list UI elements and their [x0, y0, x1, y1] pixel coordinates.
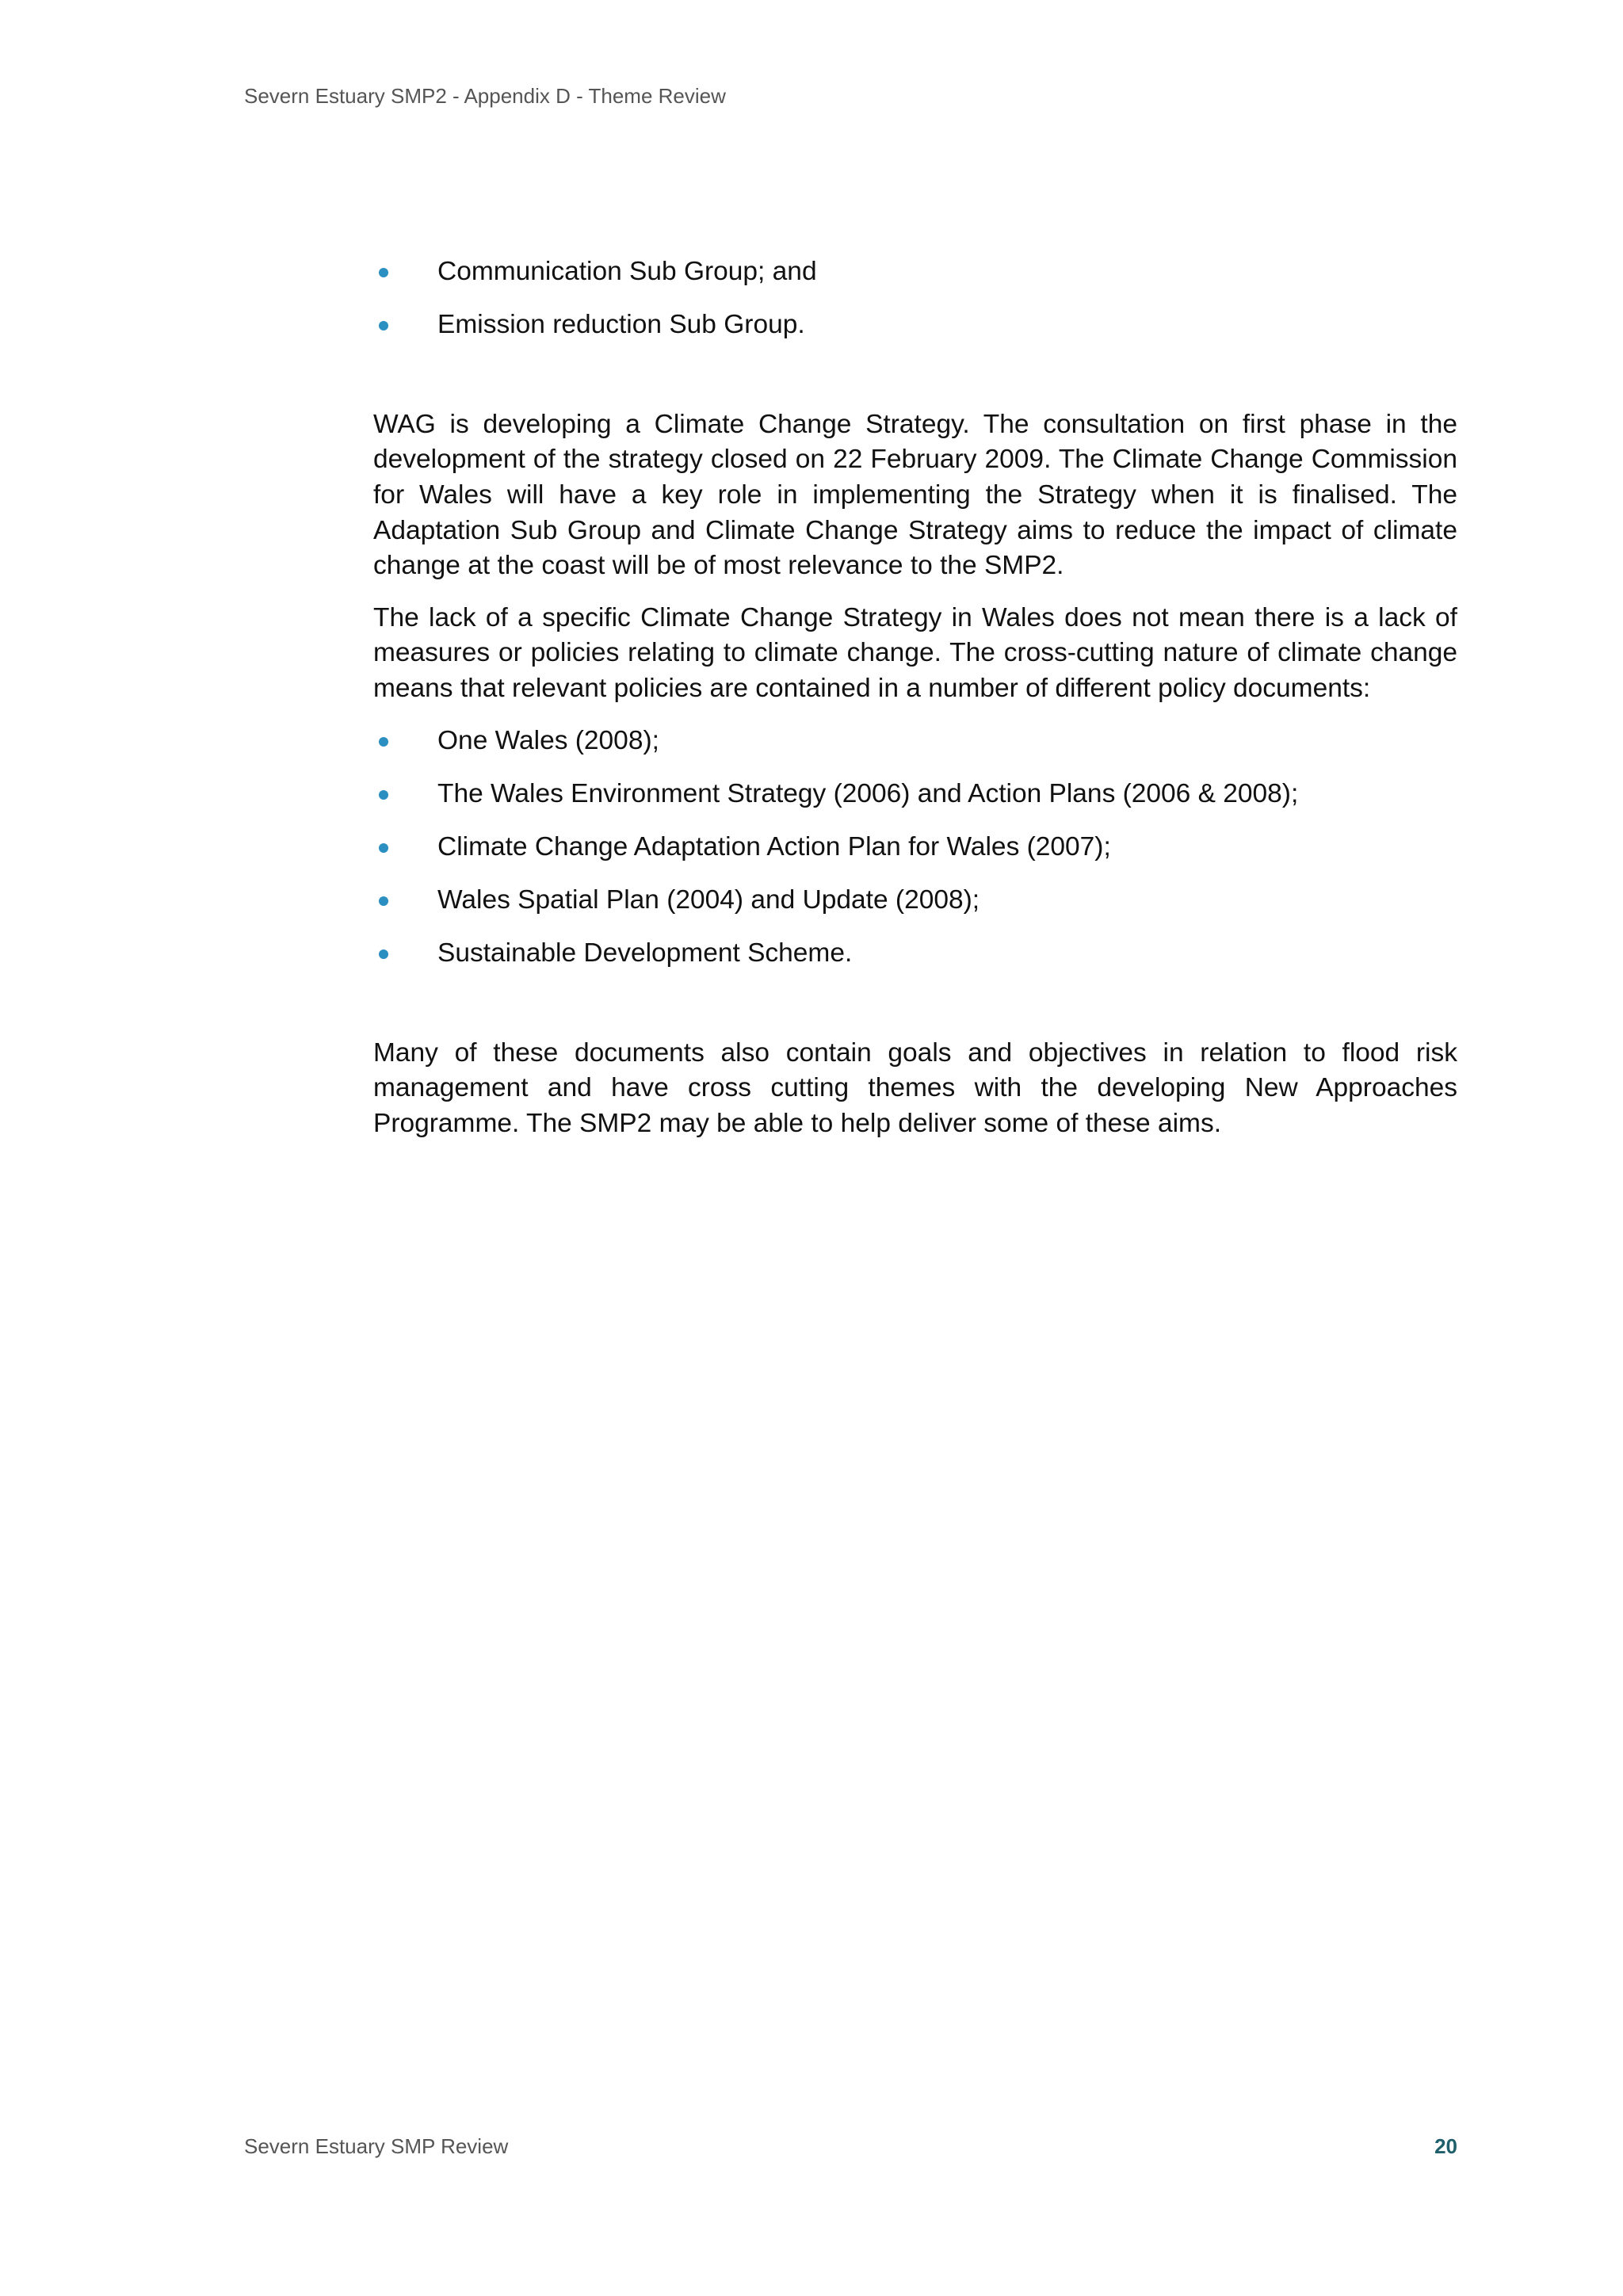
- bullet-icon: [379, 268, 388, 277]
- running-header: Severn Estuary SMP2 - Appendix D - Theme Review: [244, 84, 726, 108]
- running-footer: Severn Estuary SMP Review: [244, 2134, 509, 2158]
- page-number: 20: [1434, 2134, 1457, 2158]
- bullet-icon: [379, 896, 388, 906]
- list-item-text: Wales Spatial Plan (2004) and Update (2008);: [437, 885, 980, 915]
- list-item-text: Sustainable Development Scheme.: [437, 938, 853, 968]
- list-item-text: Emission reduction Sub Group.: [437, 310, 805, 340]
- list-item-text: The Wales Environment Strategy (2006) and Action Plans (2006 & 2008);: [437, 778, 1299, 808]
- list-item-text: Climate Change Adaptation Action Plan for Wales (2007);: [437, 831, 1111, 861]
- bullet-list-documents: [373, 724, 1457, 972]
- bullet-icon: [379, 790, 388, 800]
- bullet-icon: [379, 843, 388, 853]
- bullet-icon: [379, 321, 388, 330]
- list-item: [373, 254, 1457, 290]
- list-item: [373, 308, 1457, 343]
- bullet-icon: [379, 949, 388, 959]
- paragraph-climate-strategy: WAG is developing a Climate Change Strategy. The consultation on first phase in the development of the strategy closed on 22 February 2009. The Climate Change Commission for Wales will have a key role in implementing the Strategy when it is finalised. The Adaptation Sub Group and Climate Change Strategy aims to reduce the impact of climate change at the coast will be of most relevance to the SMP2.: [373, 409, 1457, 581]
- main-content: [373, 254, 1457, 1142]
- list-item: [373, 830, 1457, 865]
- list-item: [373, 777, 1457, 812]
- list-item: [373, 883, 1457, 919]
- list-item-text: Communication Sub Group; and: [437, 257, 817, 286]
- list-item: [373, 724, 1457, 759]
- bullet-list-subgroups: [373, 254, 1457, 343]
- list-item-text: One Wales (2008);: [437, 725, 659, 755]
- bullet-icon: [379, 737, 388, 747]
- paragraph-policy-documents: The lack of a specific Climate Change Strategy in Wales does not mean there is a lack of measures or policies relating to climate change. The cross-cutting nature of climate change means that relevant policies are contained in a number of different policy documents:: [373, 602, 1457, 703]
- list-item: [373, 936, 1457, 972]
- paragraph-flood-risk: Many of these documents also contain goals and objectives in relation to flood risk management and have cross cutting themes with the developing New Approaches Programme. The SMP2 may be able to help deliver some of these aims.: [373, 1037, 1457, 1139]
